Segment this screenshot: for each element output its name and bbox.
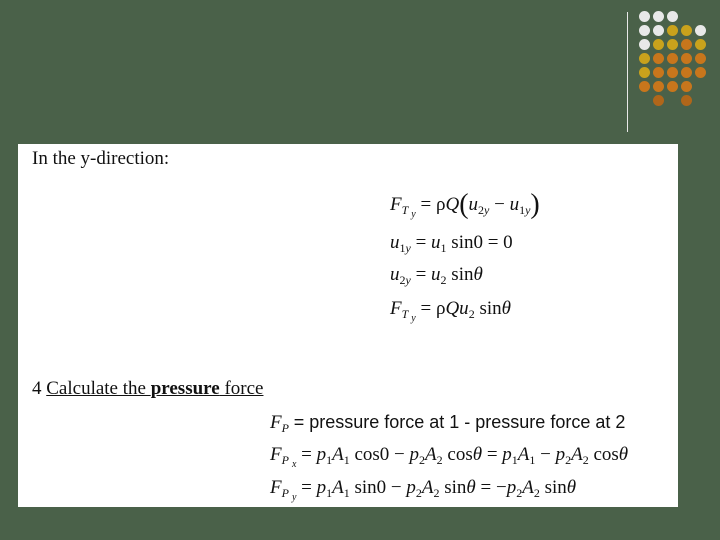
decorative-dot xyxy=(653,67,664,78)
equation-fp-definition: $F_P$ = pressure force at 1 - pressure force at 2 xyxy=(270,412,626,435)
decorative-dot xyxy=(695,25,706,36)
decorative-dot xyxy=(667,67,678,78)
decorative-dot xyxy=(667,11,678,22)
decorative-divider-line xyxy=(627,12,628,132)
decorative-dot xyxy=(639,39,650,50)
decorative-dot xyxy=(695,67,706,78)
equation-u2y: $u_{2y} = u_2$ sinθ xyxy=(390,264,483,287)
decorative-dot xyxy=(667,53,678,64)
decorative-dot-grid xyxy=(639,11,711,119)
heading-y-direction: In the y-direction: xyxy=(32,148,170,169)
equation-fty-result: $F_{T _y} = \rho Qu_2$ sinθ xyxy=(390,298,511,324)
equation-fpy: $F_{P _y} = p_1A_1$ $\sin 0 - p_2A_2$ $\sin\theta = -p_2A_2$ sinθ xyxy=(270,477,577,503)
decorative-dot xyxy=(681,67,692,78)
decorative-dot xyxy=(667,81,678,92)
decorative-dot xyxy=(653,81,664,92)
decorative-dot xyxy=(681,95,692,106)
decorative-dot xyxy=(639,53,650,64)
decorative-dot xyxy=(653,53,664,64)
decorative-dot xyxy=(653,11,664,22)
decorative-dot xyxy=(695,53,706,64)
decorative-dot xyxy=(695,39,706,50)
decorative-dot xyxy=(639,11,650,22)
slide-content-image xyxy=(18,144,678,507)
decorative-dot xyxy=(639,67,650,78)
decorative-dot xyxy=(653,25,664,36)
decorative-dot xyxy=(639,25,650,36)
decorative-dot xyxy=(639,81,650,92)
step-title: Calculate the pressure force xyxy=(46,378,264,399)
decorative-dot xyxy=(667,39,678,50)
decorative-dot xyxy=(681,25,692,36)
decorative-dot xyxy=(681,53,692,64)
decorative-dot xyxy=(667,25,678,36)
decorative-dot xyxy=(653,95,664,106)
decorative-dot xyxy=(653,39,664,50)
equation-u1y: $u_{1y} = u_1$ sin0 = 0 xyxy=(390,232,513,255)
step-4-heading xyxy=(32,378,263,400)
step-number: 4 xyxy=(32,378,42,399)
equation-fty-momentum: $F_{T _y} = \rho Q(u_{2y} - u_{1y})$ xyxy=(390,189,540,220)
decorative-dot xyxy=(681,81,692,92)
equation-fpx: $F_{P _x} = p_1A_1$ $\cos 0 - p_2A_2$ $\cos\theta = p_1A_1 - p_2A_2$ cosθ xyxy=(270,444,629,470)
decorative-dot xyxy=(681,39,692,50)
